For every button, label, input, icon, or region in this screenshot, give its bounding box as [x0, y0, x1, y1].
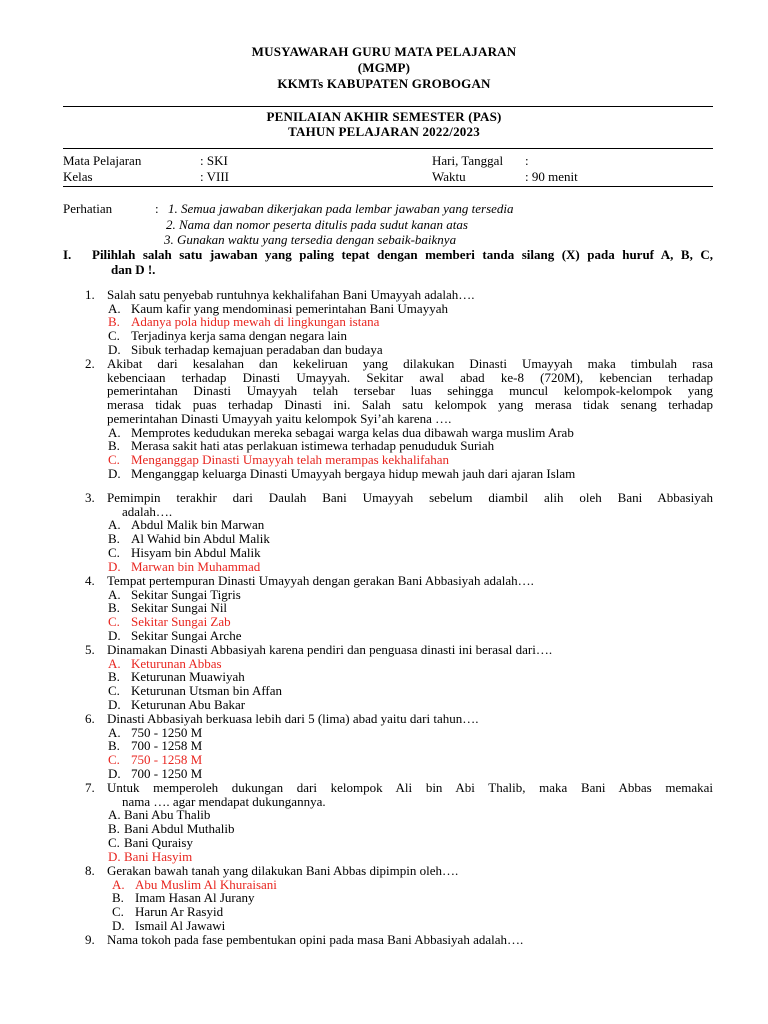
- section-instruction-line-1: Pilihlah salah satu jawaban yang paling tepat dengan memberi tanda silang (X) pada huruf A, B, C,: [92, 247, 713, 262]
- option-letter: D.: [108, 627, 121, 643]
- option-letter: C.: [108, 328, 120, 344]
- option-text: Memprotes kedudukan mereka sebagai warga kelas dua dibawah warga muslim Arab: [131, 424, 574, 440]
- option-letter: D.: [108, 558, 121, 574]
- option-letter: A.: [108, 807, 121, 823]
- option-text: Sekitar Sungai Nil: [131, 600, 228, 616]
- option-text: Sibuk terhadap kemajuan peradaban dan budaya: [131, 341, 383, 357]
- subject-label: Mata Pelajaran: [63, 153, 142, 168]
- option-text: 700 - 1258 M: [131, 738, 203, 754]
- option-letter: D.: [108, 465, 121, 481]
- notice-item-1: 1. Semua jawaban dikerjakan pada lembar jawaban yang tersedia: [168, 201, 514, 216]
- time-value: : 90 menit: [525, 169, 578, 184]
- notice-label: Perhatian: [63, 201, 113, 216]
- option-letter: A.: [108, 655, 121, 671]
- question-text-line: Pemimpin terakhir dari Daulah Bani Umayyah sebelum diambil alih oleh Bani Abbasiyah: [107, 490, 713, 505]
- info-divider-bottom: [63, 186, 713, 187]
- option-letter: B.: [108, 738, 120, 754]
- option-text-answer: Sekitar Sungai Zab: [131, 614, 231, 630]
- option-text: Bani Quraisy: [124, 834, 193, 850]
- option-letter: C.: [108, 614, 120, 630]
- option-letter: B.: [108, 438, 120, 454]
- option-text: Keturunan Muawiyah: [131, 669, 245, 685]
- option-letter: B.: [108, 821, 120, 837]
- option-text: 700 - 1250 M: [131, 765, 203, 781]
- date-label: Hari, Tanggal: [432, 153, 504, 168]
- option-text-answer: Marwan bin Muhammad: [131, 558, 261, 574]
- question-text-line: Akibat dari kesalahan dan kekeliruan yang dilakukan Dinasti Umayyah maka timbulah rasa: [107, 356, 713, 371]
- option-letter: B.: [108, 600, 120, 616]
- question-text-line: Gerakan bawah tanah yang dilakukan Bani Abbas dipimpin oleh….: [107, 863, 459, 878]
- question-text-line: Dinamakan Dinasti Abbasiyah karena pendiri dan penguasa dinasti ini berasal dari….: [107, 642, 553, 657]
- option-letter: D.: [108, 848, 121, 864]
- option-letter: C.: [108, 544, 120, 560]
- class-label: Kelas: [63, 169, 93, 184]
- section-instruction-line-2: dan D !.: [111, 262, 156, 277]
- question-number: 3.: [85, 490, 95, 505]
- option-text: Terjadinya kerja sama dengan negara lain: [131, 328, 348, 344]
- subject-value: : SKI: [200, 153, 228, 168]
- question-number: 8.: [85, 863, 95, 878]
- class-value: : VIII: [200, 169, 230, 184]
- option-text: Hisyam bin Abdul Malik: [131, 544, 261, 560]
- option-text-answer: Abu Muslim Al Khuraisani: [135, 876, 277, 892]
- option-text: Imam Hasan Al Jurany: [135, 890, 255, 906]
- option-text: Bani Abdul Muthalib: [124, 821, 235, 837]
- date-value: :: [525, 153, 529, 168]
- option-text: Abdul Malik bin Marwan: [131, 517, 265, 533]
- question-number: 5.: [85, 642, 95, 657]
- time-label: Waktu: [432, 169, 466, 184]
- option-letter: C.: [112, 904, 124, 920]
- option-letter: A.: [108, 724, 121, 740]
- question-text-line: Tempat pertempuran Dinasti Umayyah dengan gerakan Bani Abbasiyah adalah….: [107, 573, 534, 588]
- option-text-answer: Bani Hasyim: [124, 848, 193, 864]
- option-letter: C.: [108, 451, 120, 467]
- option-letter: A.: [108, 424, 121, 440]
- question-text-line: Dinasti Abbasiyah berkuasa lebih dari 5 (lima) abad yaitu dari tahun….: [107, 711, 479, 726]
- option-letter: C.: [108, 752, 120, 768]
- option-text: Harun Ar Rasyid: [135, 904, 224, 920]
- option-text: Keturunan Abu Bakar: [131, 696, 246, 712]
- notice-item-2: 2. Nama dan nomor peserta ditulis pada sudut kanan atas: [166, 217, 468, 232]
- question-text-line: merasa tidak puas terhadap Dinasti ini. Salah satu kelompok yang merasa tidak senang terhadap: [107, 397, 713, 413]
- option-letter: D.: [112, 917, 125, 933]
- question-number: 7.: [85, 780, 95, 795]
- header-line-1: MUSYAWARAH GURU MATA PELAJARAN: [251, 44, 517, 59]
- option-text-answer: 750 - 1258 M: [131, 752, 203, 768]
- option-text: Kaum kafir yang mendominasi pemerintahan Bani Umayyah: [131, 300, 448, 316]
- section-number: I.: [63, 247, 72, 262]
- academic-year: TAHUN PELAJARAN 2022/2023: [288, 124, 480, 139]
- question-text-line: pemerintahan Dinasti Umayyah yaitu kelompok Syi’ah karena ….: [107, 410, 452, 426]
- option-letter: A.: [108, 586, 121, 602]
- question-number: 2.: [85, 356, 95, 371]
- option-letter: B.: [108, 531, 120, 547]
- question-number: 4.: [85, 573, 95, 588]
- question-number: 1.: [85, 287, 95, 302]
- option-letter: A.: [108, 300, 121, 316]
- option-text: Menganggap keluarga Dinasti Umayyah bergaya hidup mewah jauh dari ajaran Islam: [131, 465, 576, 481]
- option-text: Bani Abu Thalib: [124, 807, 211, 823]
- option-letter: A.: [112, 876, 125, 892]
- option-text: Ismail Al Jawawi: [135, 917, 226, 933]
- option-letter: B.: [108, 314, 120, 330]
- option-text: Keturunan Utsman bin Affan: [131, 683, 283, 699]
- option-text: Sekitar Sungai Arche: [131, 627, 242, 643]
- option-text: 750 - 1250 M: [131, 724, 203, 740]
- notice-colon: :: [155, 201, 159, 216]
- question-number: 6.: [85, 711, 95, 726]
- option-text-answer: Menganggap Dinasti Umayyah telah merampas kekhalifahan: [131, 451, 450, 467]
- notice-item-3: 3. Gunakan waktu yang tersedia dengan sebaik-baiknya: [164, 232, 457, 247]
- question-text-line: adalah….: [122, 503, 173, 519]
- option-text: Al Wahid bin Abdul Malik: [131, 531, 270, 547]
- option-text: Merasa sakit hati atas perlakuan istimewa terhadap penududuk Suriah: [131, 438, 495, 454]
- header-line-3: KKMTs KABUPATEN GROBOGAN: [277, 76, 491, 91]
- question-text-line: pemerintahan Dinasti Umayyah telah tersebar luas sehingga muncul kelompok-kelompok yang: [107, 383, 713, 399]
- info-divider-top: [63, 148, 713, 149]
- option-letter: C.: [108, 683, 120, 699]
- option-letter: D.: [108, 696, 121, 712]
- option-letter: B.: [112, 890, 124, 906]
- option-text-answer: Keturunan Abbas: [131, 655, 222, 671]
- question-text-line: nama …. agar mendapat dukungannya.: [122, 793, 326, 809]
- option-text-answer: Adanya pola hidup mewah di lingkungan istana: [131, 314, 380, 330]
- exam-title: PENILAIAN AKHIR SEMESTER (PAS): [266, 109, 502, 124]
- question-text-line: Salah satu penyebab runtuhnya kekhalifahan Bani Umayyah adalah….: [107, 287, 475, 302]
- option-letter: D.: [108, 341, 121, 357]
- option-letter: C.: [108, 834, 120, 850]
- option-letter: B.: [108, 669, 120, 685]
- header-line-2: (MGMP): [357, 60, 411, 75]
- question-text-line: Untuk memperoleh dukungan dari kelompok Ali bin Abi Thalib, maka Bani Abbas memakai: [107, 780, 713, 795]
- question-text-line: Nama tokoh pada fase pembentukan opini pada masa Bani Abbasiyah adalah….: [107, 932, 524, 947]
- question-text-line: kebenciaan terhadap Dinasti Umayyah. Sekitar awal abad ke-8 (720M), kebencian terhadap: [107, 369, 713, 385]
- header-divider: [63, 106, 713, 107]
- question-number: 9.: [85, 932, 95, 947]
- option-text: Sekitar Sungai Tigris: [131, 586, 241, 602]
- option-letter: A.: [108, 517, 121, 533]
- option-letter: D.: [108, 765, 121, 781]
